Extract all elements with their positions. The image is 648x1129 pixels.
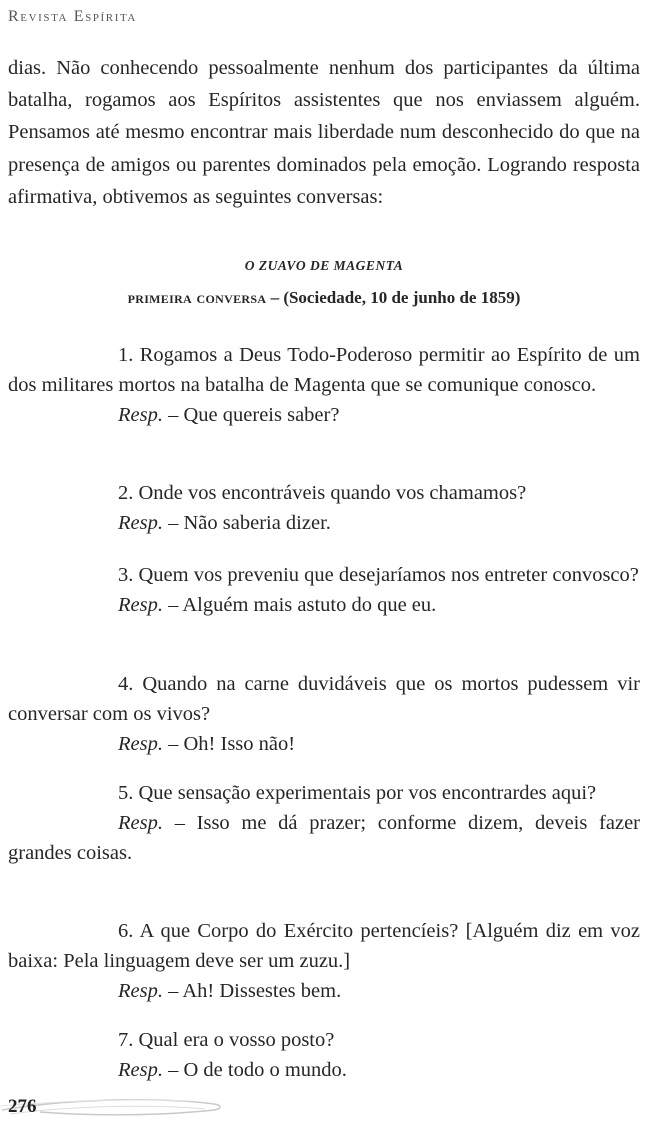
question-5: 5. Que sensação experimentais por vos encontrardes aqui? <box>118 782 597 804</box>
conversation-label: primeira conversa <box>127 288 267 307</box>
answer-4: – Oh! Isso não! <box>162 733 296 755</box>
running-head: Revista Espírita <box>8 8 137 25</box>
conversation-detail: – (Sociedade, 10 de junho de 1859) <box>266 288 521 307</box>
qa-block-6 <box>8 916 640 1006</box>
question-1: 1. Rogamos a Deus Todo-Poderoso permitir ao Espírito de um dos militares mortos na batalha de Magenta que se comunique conosco. <box>8 344 640 396</box>
question-6: 6. A que Corpo do Exército pertencíeis? [Alguém diz em voz baixa: Pela linguagem deve ser um zuzu.] <box>8 920 640 972</box>
resp-label: Resp. <box>118 733 163 755</box>
response-1 <box>8 400 640 430</box>
question-3: 3. Quem vos preveniu que desejaríamos nos entreter convosco? <box>118 564 639 586</box>
response-4 <box>8 729 640 759</box>
page-number: 276 <box>8 1096 37 1117</box>
response-5 <box>8 808 640 868</box>
answer-2: – Não saberia dizer. <box>162 512 331 534</box>
qa-block-1 <box>8 340 640 430</box>
resp-label: Resp. <box>118 404 163 426</box>
answer-5: – Isso me dá prazer; conforme dizem, deveis fazer grandes coisas. <box>8 812 640 864</box>
answer-7: – O de todo o mundo. <box>162 1059 347 1081</box>
answer-3: – Alguém mais astuto do que eu. <box>162 594 437 616</box>
resp-label: Resp. <box>118 512 163 534</box>
response-3 <box>8 590 640 620</box>
qa-block-2 <box>8 478 640 538</box>
answer-6: – Ah! Dissestes bem. <box>162 980 342 1002</box>
qa-block-7 <box>8 1025 640 1085</box>
response-2 <box>8 508 640 538</box>
response-7 <box>8 1055 640 1085</box>
response-6 <box>8 976 640 1006</box>
question-4: 4. Quando na carne duvidáveis que os mortos pudessem vir conversar com os vivos? <box>8 673 640 725</box>
resp-label: Resp. <box>118 1059 163 1081</box>
answer-1: – Que quereis saber? <box>162 404 340 426</box>
qa-block-4 <box>8 669 640 759</box>
question-7: 7. Qual era o vosso posto? <box>118 1029 335 1051</box>
resp-label: Resp. <box>118 980 163 1002</box>
question-2: 2. Onde vos encontráveis quando vos chamamos? <box>118 482 527 504</box>
article-title: O ZUAVO DE MAGENTA <box>244 258 404 273</box>
intro-paragraph: dias. Não conhecendo pessoalmente nenhum dos participantes da última batalha, rogamos aos Espíritos assistentes que nos enviassem alguém. Pensamos até mesmo encontrar mais liberdade num desconhecido do que na presença de amigos ou parentes dominados pela emoção. Logrando resposta afirmativa, obtivemos as seguintes conversas: <box>8 57 640 208</box>
qa-block-5 <box>8 778 640 868</box>
conversation-heading <box>0 288 648 308</box>
qa-block-3 <box>8 560 640 620</box>
resp-label: Resp. <box>118 812 163 834</box>
resp-label: Resp. <box>118 594 163 616</box>
